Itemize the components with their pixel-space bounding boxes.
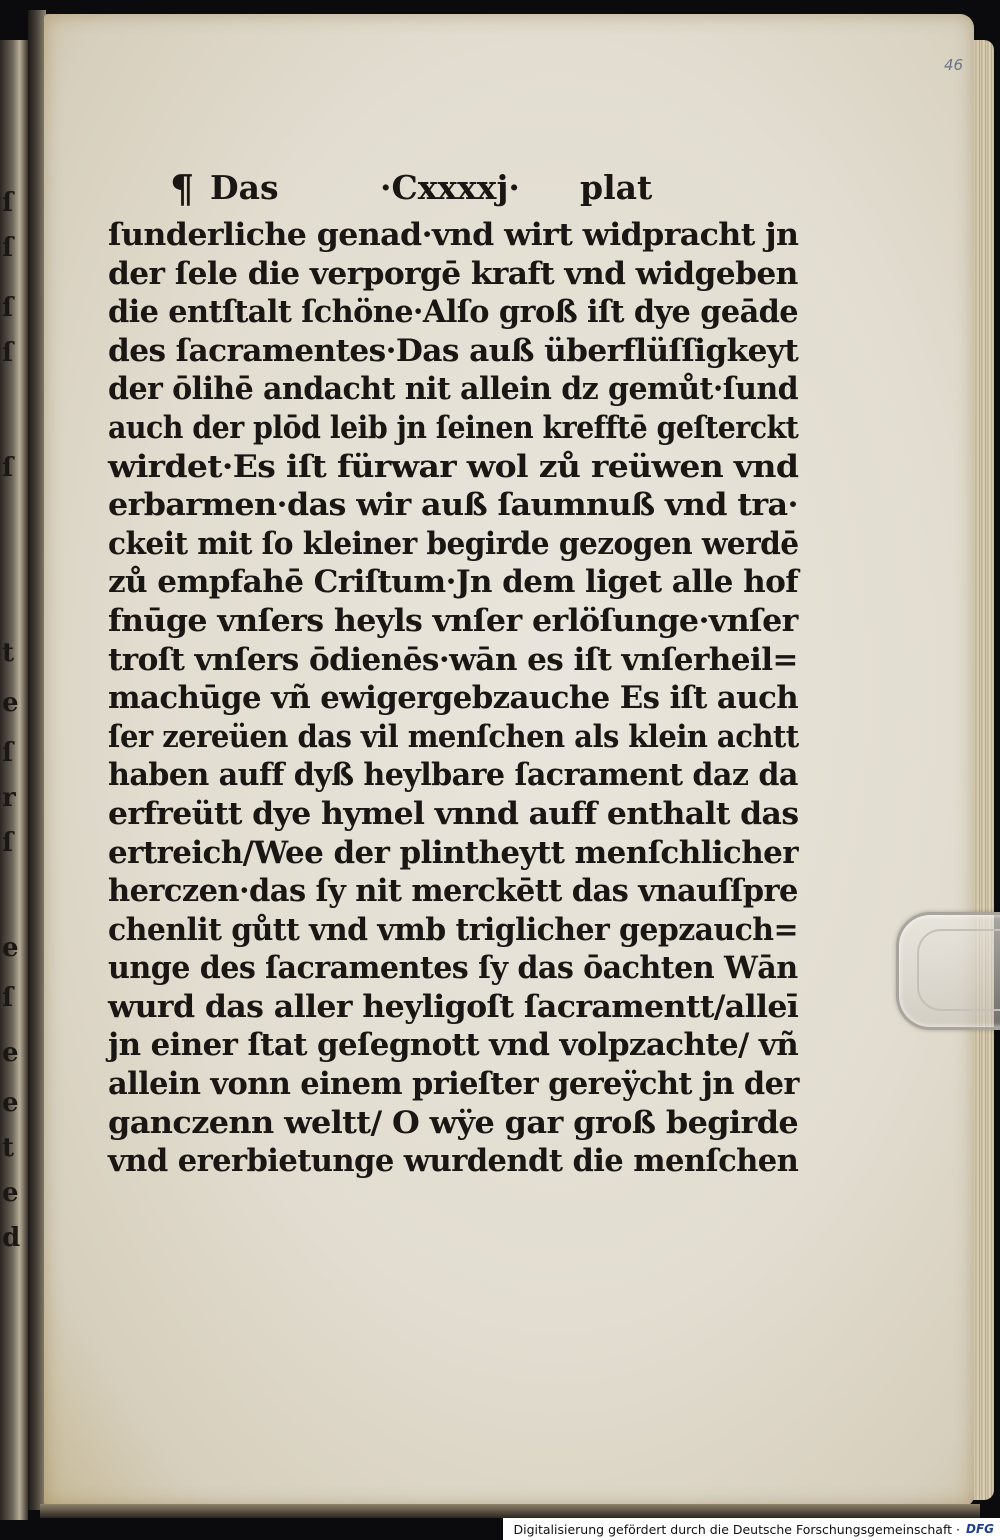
text-line: jn einer ſtat geſegnott vnd volpzachte/ vñ [108,1027,799,1064]
text-line: troſt vnſers ōdienēs·wān es iſt vnſerheil= [108,641,798,678]
heading-right-word: plat [580,168,653,207]
left-page-fragment: d [2,1223,21,1253]
pilcrow-mark: ¶ [170,166,195,211]
text-line: auch der plōd leib jn ſeinen krefftē geſterckt [108,409,799,446]
text-line: die entſtalt ſchöne·Alſo groß iſt dye geāde [108,294,799,331]
text-line: ckeit mit ſo kleiner begirde gezogen werdē [108,525,799,562]
left-page-fragment: t [2,1133,15,1163]
left-page-fragment: ſ [2,338,14,368]
text-line: herczen·das ſy nit merckētt das vnauſſpre [108,873,798,910]
text-line: erfreütt dye hymel vnnd auff enthalt das [108,795,799,832]
text-line: machūge vñ ewigergebzauche Es iſt auch [108,680,799,717]
book-bottom-edge [40,1504,980,1518]
heading-leaf-number: ·Cxxxxj· [380,168,520,207]
text-line: ertreich/Wee der plintheytt menſchlicher [108,834,798,871]
left-page-fragment: ſ [2,453,14,483]
page-clip [896,912,1000,1030]
left-page-fragment: ſ [2,233,14,263]
left-page-fragment: e [2,1038,19,1068]
digitization-credit-banner [503,1518,1000,1540]
text-line: vnd ererbietunge wurdendt die menſchen [108,1143,799,1180]
text-block [108,216,798,1181]
left-facing-page-edge [0,40,28,1520]
digitization-credit-text: Digitalisierung gefördert durch die Deutsche Forschungsgemeinschaft · [513,1521,960,1537]
text-line: ſer zereüen das vil menſchen als klein achtt [108,718,799,755]
page-clip-inner-loop [917,929,1000,1011]
heading-left-word: Das [210,168,279,207]
left-page-fragment: ſ [2,828,14,858]
text-line: der ſele die verporgē kraft vnd widgeben [108,255,798,292]
left-page-fragment: t [2,638,15,668]
text-line: zů empfahē Criſtum·Jn dem liget alle hof [108,564,799,601]
text-line: chenlit gůtt vnd vmb triglicher gepzauch= [108,911,799,948]
text-line: ganczenn weltt/ O wÿe gar groß begirde [108,1104,799,1141]
text-line: wirdet·Es iſt fürwar wol zů reüwen vnd [108,448,799,485]
text-line: unge des ſacramentes ſy das ōachten Wān [108,950,798,987]
left-page-fragment: e [2,1088,19,1118]
left-page-fragment: ſ [2,738,14,768]
left-page-fragment: e [2,1178,19,1208]
dfg-logo: DFG [965,1522,994,1536]
left-page-fragment: ſ [2,293,14,323]
left-page-fragment: r [2,783,16,813]
text-line: ſunderliche genad·vnd wirt widpracht jn [108,217,799,253]
left-page-fragment: ſ [2,188,14,218]
text-line: des ſacramentes·Das auß überflüſſigkeyt [108,332,799,369]
left-page-fragment: e [2,688,19,718]
page-heading [170,166,670,210]
text-line: wurd das aller heyligoſt ſacramentt/alleī [108,988,799,1025]
text-line: fnūge vnſers heyls vnſer erlöſunge·vnſer [108,602,798,639]
text-line: haben auff dyß heylbare ſacrament daz da [108,757,798,794]
left-page-fragment: e [2,933,19,963]
text-line: erbarmen·das wir auß ſaumnuß vnd tra· [108,487,798,524]
folio-number: 46 [944,56,964,74]
text-line: allein vonn einem prieſter gereÿcht jn der [108,1066,799,1103]
left-page-fragment: ſ [2,983,14,1013]
text-line: der ōlihē andacht nit allein dz gemůt·ſund [108,371,799,408]
